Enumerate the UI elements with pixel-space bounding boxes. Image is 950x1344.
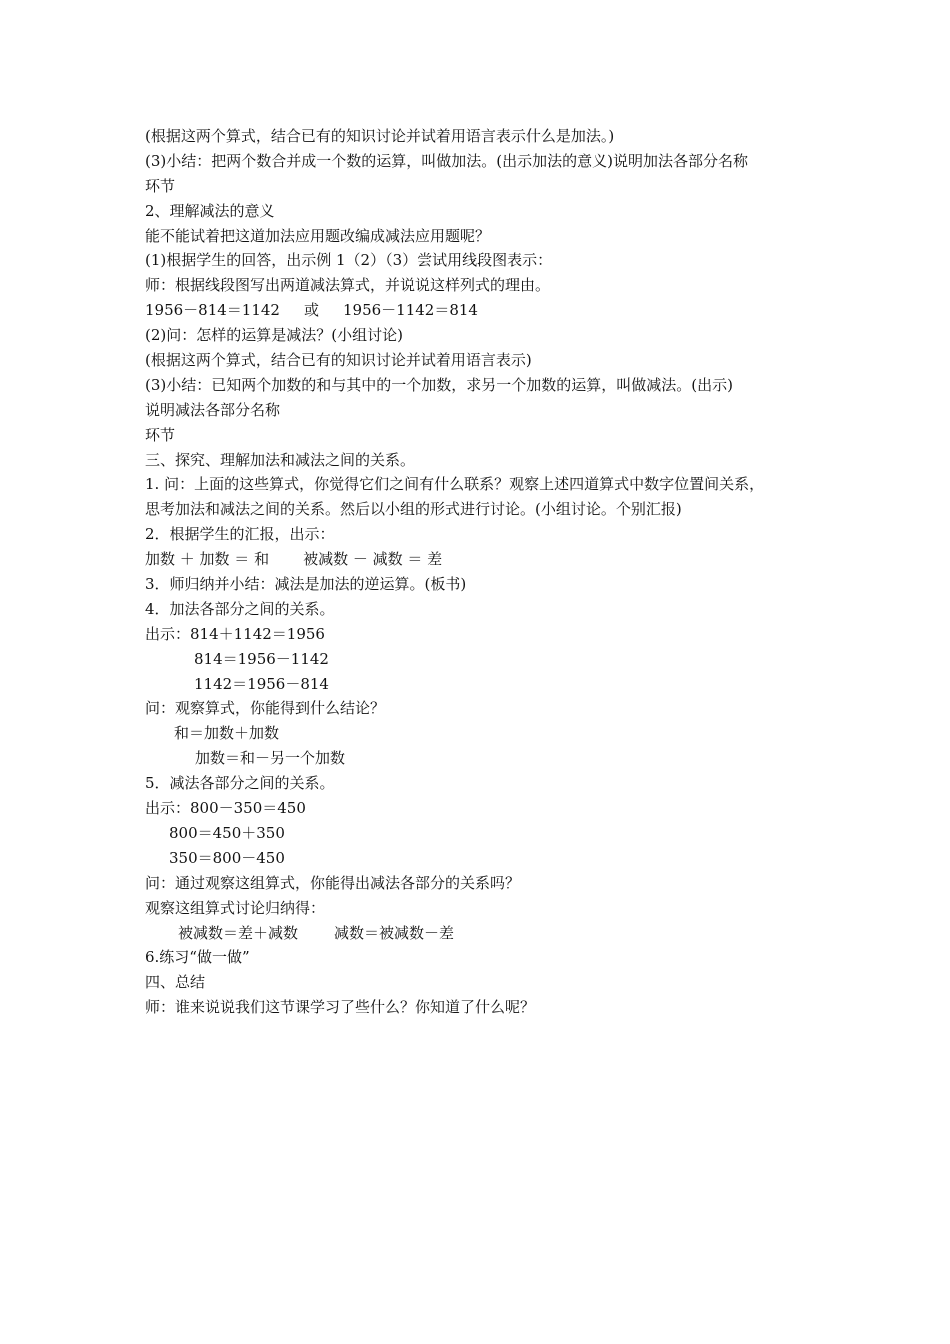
equation-line xyxy=(145,921,835,946)
equation: 减数＝被减数－差 xyxy=(334,923,455,942)
text-line: 师：根据线段图写出两道减法算式，并说说这样列式的理由。 xyxy=(145,276,551,295)
text-line: (3)小结：已知两个加数的和与其中的一个加数，求另一个加数的运算，叫做减法。(出示) xyxy=(145,375,733,394)
text-line: 环节 xyxy=(145,176,176,195)
equation: 1956－814＝1142 xyxy=(145,301,280,320)
text-line: 6.练习“做一做” xyxy=(145,948,250,967)
document-body xyxy=(145,124,835,1020)
subtraction-parts: 被减数 － 减数 ＝ 差 xyxy=(303,550,443,569)
text-line: 2．根据学生的汇报，出示： xyxy=(145,525,335,544)
equation-line xyxy=(145,298,835,323)
text-line: 4．加法各部分之间的关系。 xyxy=(145,599,335,618)
text-line: 说明减法各部分名称 xyxy=(145,400,281,419)
equation: 出示：800－350＝450 xyxy=(145,799,306,818)
section-heading: 三、探究、理解加法和减法之间的关系。 xyxy=(145,450,416,469)
text-line: (根据这两个算式，结合已有的知识讨论并试着用语言表示) xyxy=(145,351,532,370)
text-line: 1. 问：上面的这些算式，你觉得它们之间有什么联系？观察上述四道算式中数字位置间关系， xyxy=(145,475,765,494)
text-line: 问：通过观察这组算式，你能得出减法各部分的关系吗？ xyxy=(145,873,521,892)
text-line: (2)问：怎样的运算是减法？(小组讨论) xyxy=(145,326,403,345)
text-line: 问：观察算式，你能得到什么结论？ xyxy=(145,699,386,718)
text-line: 师：谁来说说我们这节课学习了些什么？你知道了什么呢？ xyxy=(145,998,536,1017)
text-line: 能不能试着把这道加法应用题改编成减法应用题呢？ xyxy=(145,226,491,245)
text-line: (3)小结：把两个数合并成一个数的运算，叫做加法。(出示加法的意义)说明加法各部分名称 xyxy=(145,151,748,170)
equation: 800＝450＋350 xyxy=(169,823,285,842)
text-line: 3．师归纳并小结：减法是加法的逆运算。(板书) xyxy=(145,575,467,594)
addition-parts: 加数 ＋ 加数 ＝ 和 xyxy=(145,550,270,569)
equation: 350＝800－450 xyxy=(169,848,285,867)
equation-line xyxy=(145,547,835,572)
section-heading: 2、理解减法的意义 xyxy=(145,201,275,220)
equation: 1956－1142＝814 xyxy=(343,301,478,320)
equation: 和＝加数＋加数 xyxy=(174,724,280,743)
conjunction: 或 xyxy=(303,301,319,320)
text-line: 环节 xyxy=(145,425,176,444)
equation: 出示：814＋1142＝1956 xyxy=(145,624,325,643)
text-line: 5．减法各部分之间的关系。 xyxy=(145,774,335,793)
text-line: 思考加法和减法之间的关系。然后以小组的形式进行讨论。(小组讨论。个别汇报) xyxy=(145,500,682,519)
text-line: (根据这两个算式，结合已有的知识讨论并试着用语言表示什么是加法。) xyxy=(145,127,615,145)
text-line: (1)根据学生的回答，出示例 1（2）（3）尝试用线段图表示： xyxy=(145,251,553,270)
equation: 被减数＝差＋减数 xyxy=(178,923,299,942)
text-line: 观察这组算式讨论归纳得： xyxy=(145,898,326,917)
equation: 加数＝和－另一个加数 xyxy=(195,749,346,768)
section-heading: 四、总结 xyxy=(145,973,206,992)
equation: 814＝1956－1142 xyxy=(194,649,329,668)
equation: 1142＝1956－814 xyxy=(194,674,329,693)
